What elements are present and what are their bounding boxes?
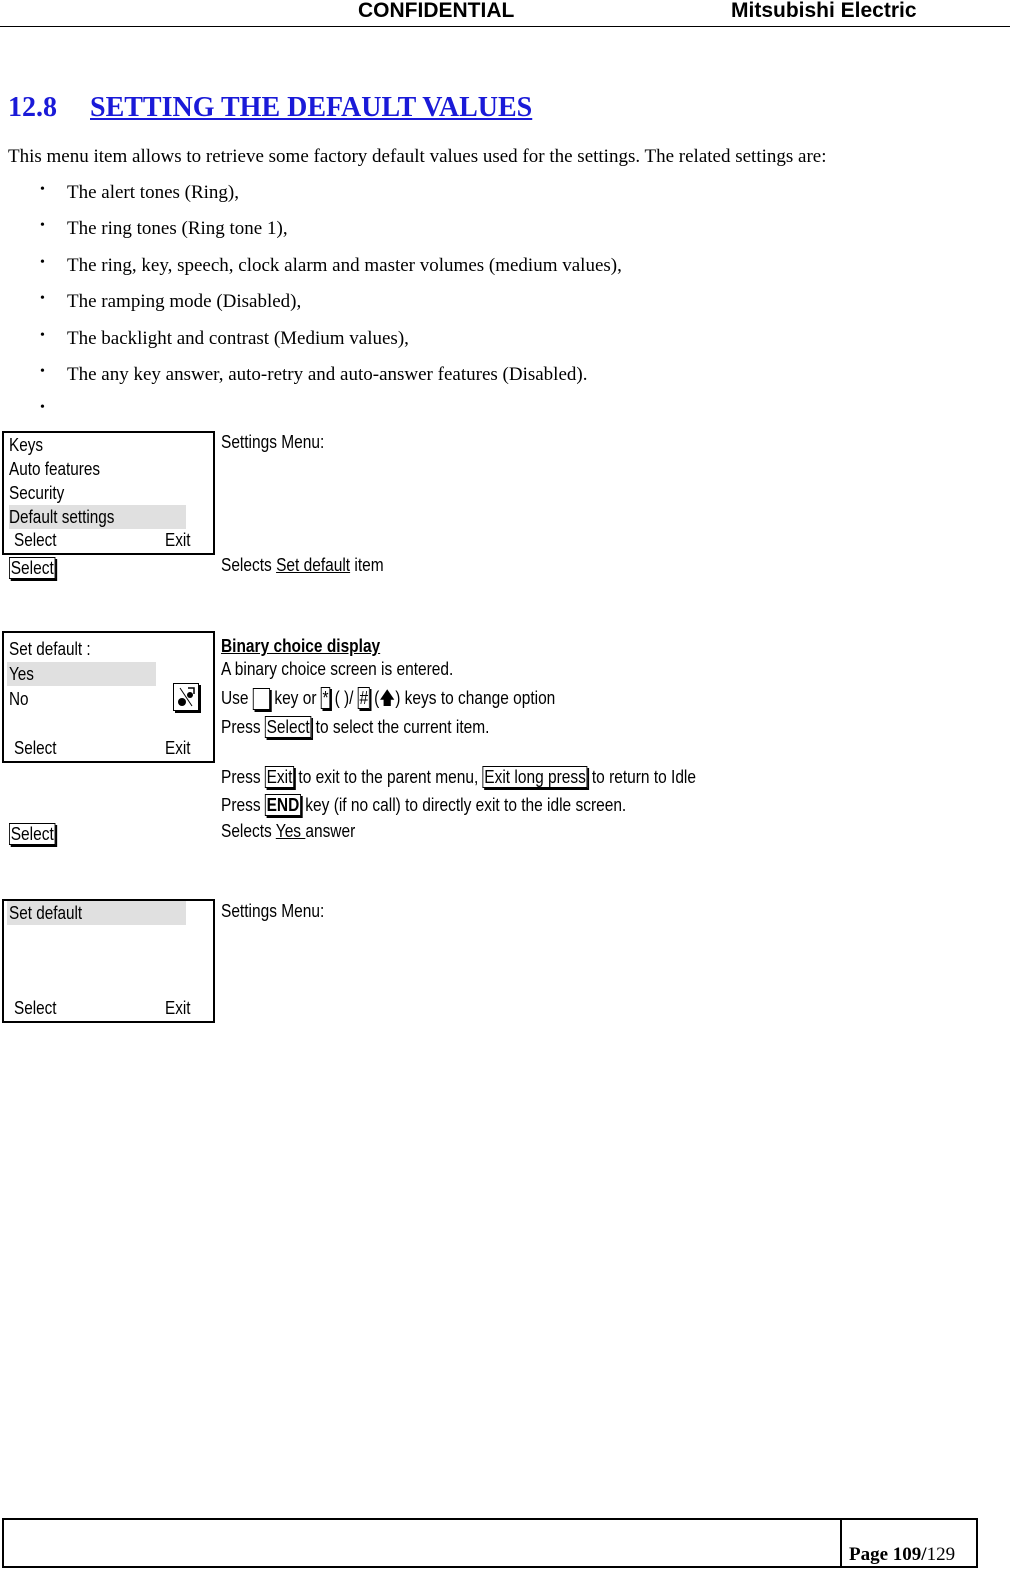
menu-item-keys[interactable]: Keys xyxy=(9,435,44,455)
page-header xyxy=(0,0,1010,27)
list-item: • The backlight and contrast (Medium values), xyxy=(40,327,409,349)
use-keys-instruction: Use key or * ( )/ # (🡅) keys to change option xyxy=(221,686,555,716)
bullet-icon: • xyxy=(40,400,45,416)
phone-screen-set-default xyxy=(3,632,214,762)
press-select-instruction: Press Select to select the current item. xyxy=(221,717,490,737)
softkey-exit[interactable]: Exit xyxy=(165,530,191,550)
option-yes[interactable]: Yes xyxy=(7,662,156,686)
settings-menu-caption: Settings Menu: xyxy=(221,432,325,452)
exit-key: Exit xyxy=(266,767,293,787)
confidential-label: CONFIDENTIAL xyxy=(358,0,515,22)
menu-item-security[interactable]: Security xyxy=(9,483,65,503)
press-exit-instruction: Press Exit to exit to the parent menu, Exit long press to return to Idle xyxy=(221,767,696,787)
list-item: • The ring tones (Ring tone 1), xyxy=(40,218,288,240)
menu-item-auto-features[interactable]: Auto features xyxy=(9,459,101,479)
softkey-select[interactable]: Select xyxy=(14,738,57,758)
select-key-button[interactable]: Select xyxy=(10,824,54,844)
intro-paragraph: This menu item allows to retrieve some factory default values used for the settings. The related settings are: xyxy=(8,146,827,167)
bullet-icon: • xyxy=(40,254,45,270)
phone-screen-set-default-result xyxy=(3,900,214,1022)
menu-item-default-settings[interactable]: Default settings xyxy=(7,505,207,529)
step1-description: Selects Set default item xyxy=(221,555,384,575)
end-key: END xyxy=(266,795,300,815)
softkey-exit[interactable]: Exit xyxy=(165,998,191,1018)
section-title: SETTING THE DEFAULT VALUES xyxy=(90,92,533,123)
page-number-cell xyxy=(840,1520,976,1566)
bullet-icon: • xyxy=(40,218,45,234)
page-number: Page 109/129 xyxy=(849,1544,956,1565)
option-no[interactable]: No xyxy=(9,689,29,709)
up-arrow-icon: 🡅 xyxy=(379,688,396,708)
bullet-icon: • xyxy=(40,327,45,343)
step2-description: Selects Yes answer xyxy=(221,821,356,841)
phone-screen-settings-menu xyxy=(3,432,214,554)
softkey-select[interactable]: Select xyxy=(14,530,57,550)
menu-item-set-default[interactable]: Set default xyxy=(7,901,186,925)
navigation-key-box xyxy=(253,688,270,710)
section-heading xyxy=(8,92,532,124)
softkey-exit[interactable]: Exit xyxy=(165,738,191,758)
list-item: • The ramping mode (Disabled), xyxy=(40,291,302,313)
bullet-icon: • xyxy=(40,291,45,307)
hash-key: # xyxy=(359,688,369,708)
settings-list xyxy=(0,182,622,437)
page-footer xyxy=(2,1518,978,1568)
section-number: 12.8 xyxy=(8,92,57,123)
bullet-icon: • xyxy=(40,182,45,197)
select-key-button[interactable]: Select xyxy=(10,558,54,578)
list-item: • The alert tones (Ring), xyxy=(40,182,240,203)
exit-long-press-key: Exit long press xyxy=(484,767,586,787)
company-label: Mitsubishi Electric xyxy=(731,0,917,22)
navigation-key-icon xyxy=(173,683,199,711)
list-item: • The ring, key, speech, clock alarm and master volumes (medium values), xyxy=(40,254,622,276)
press-end-instruction: Press END key (if no call) to directly exit to the idle screen. xyxy=(221,795,627,815)
settings-menu-caption: Settings Menu: xyxy=(221,901,325,921)
select-key: Select xyxy=(266,717,310,737)
bullet-icon: • xyxy=(40,363,45,379)
screen-title: Set default : xyxy=(9,639,91,659)
binary-choice-title: Binary choice display xyxy=(221,636,381,656)
softkey-select[interactable]: Select xyxy=(14,998,57,1018)
binary-choice-line: A binary choice screen is entered. xyxy=(221,659,454,679)
list-item: • The any key answer, auto-retry and auto-answer features (Disabled). xyxy=(40,363,588,385)
star-key: * xyxy=(322,688,329,708)
